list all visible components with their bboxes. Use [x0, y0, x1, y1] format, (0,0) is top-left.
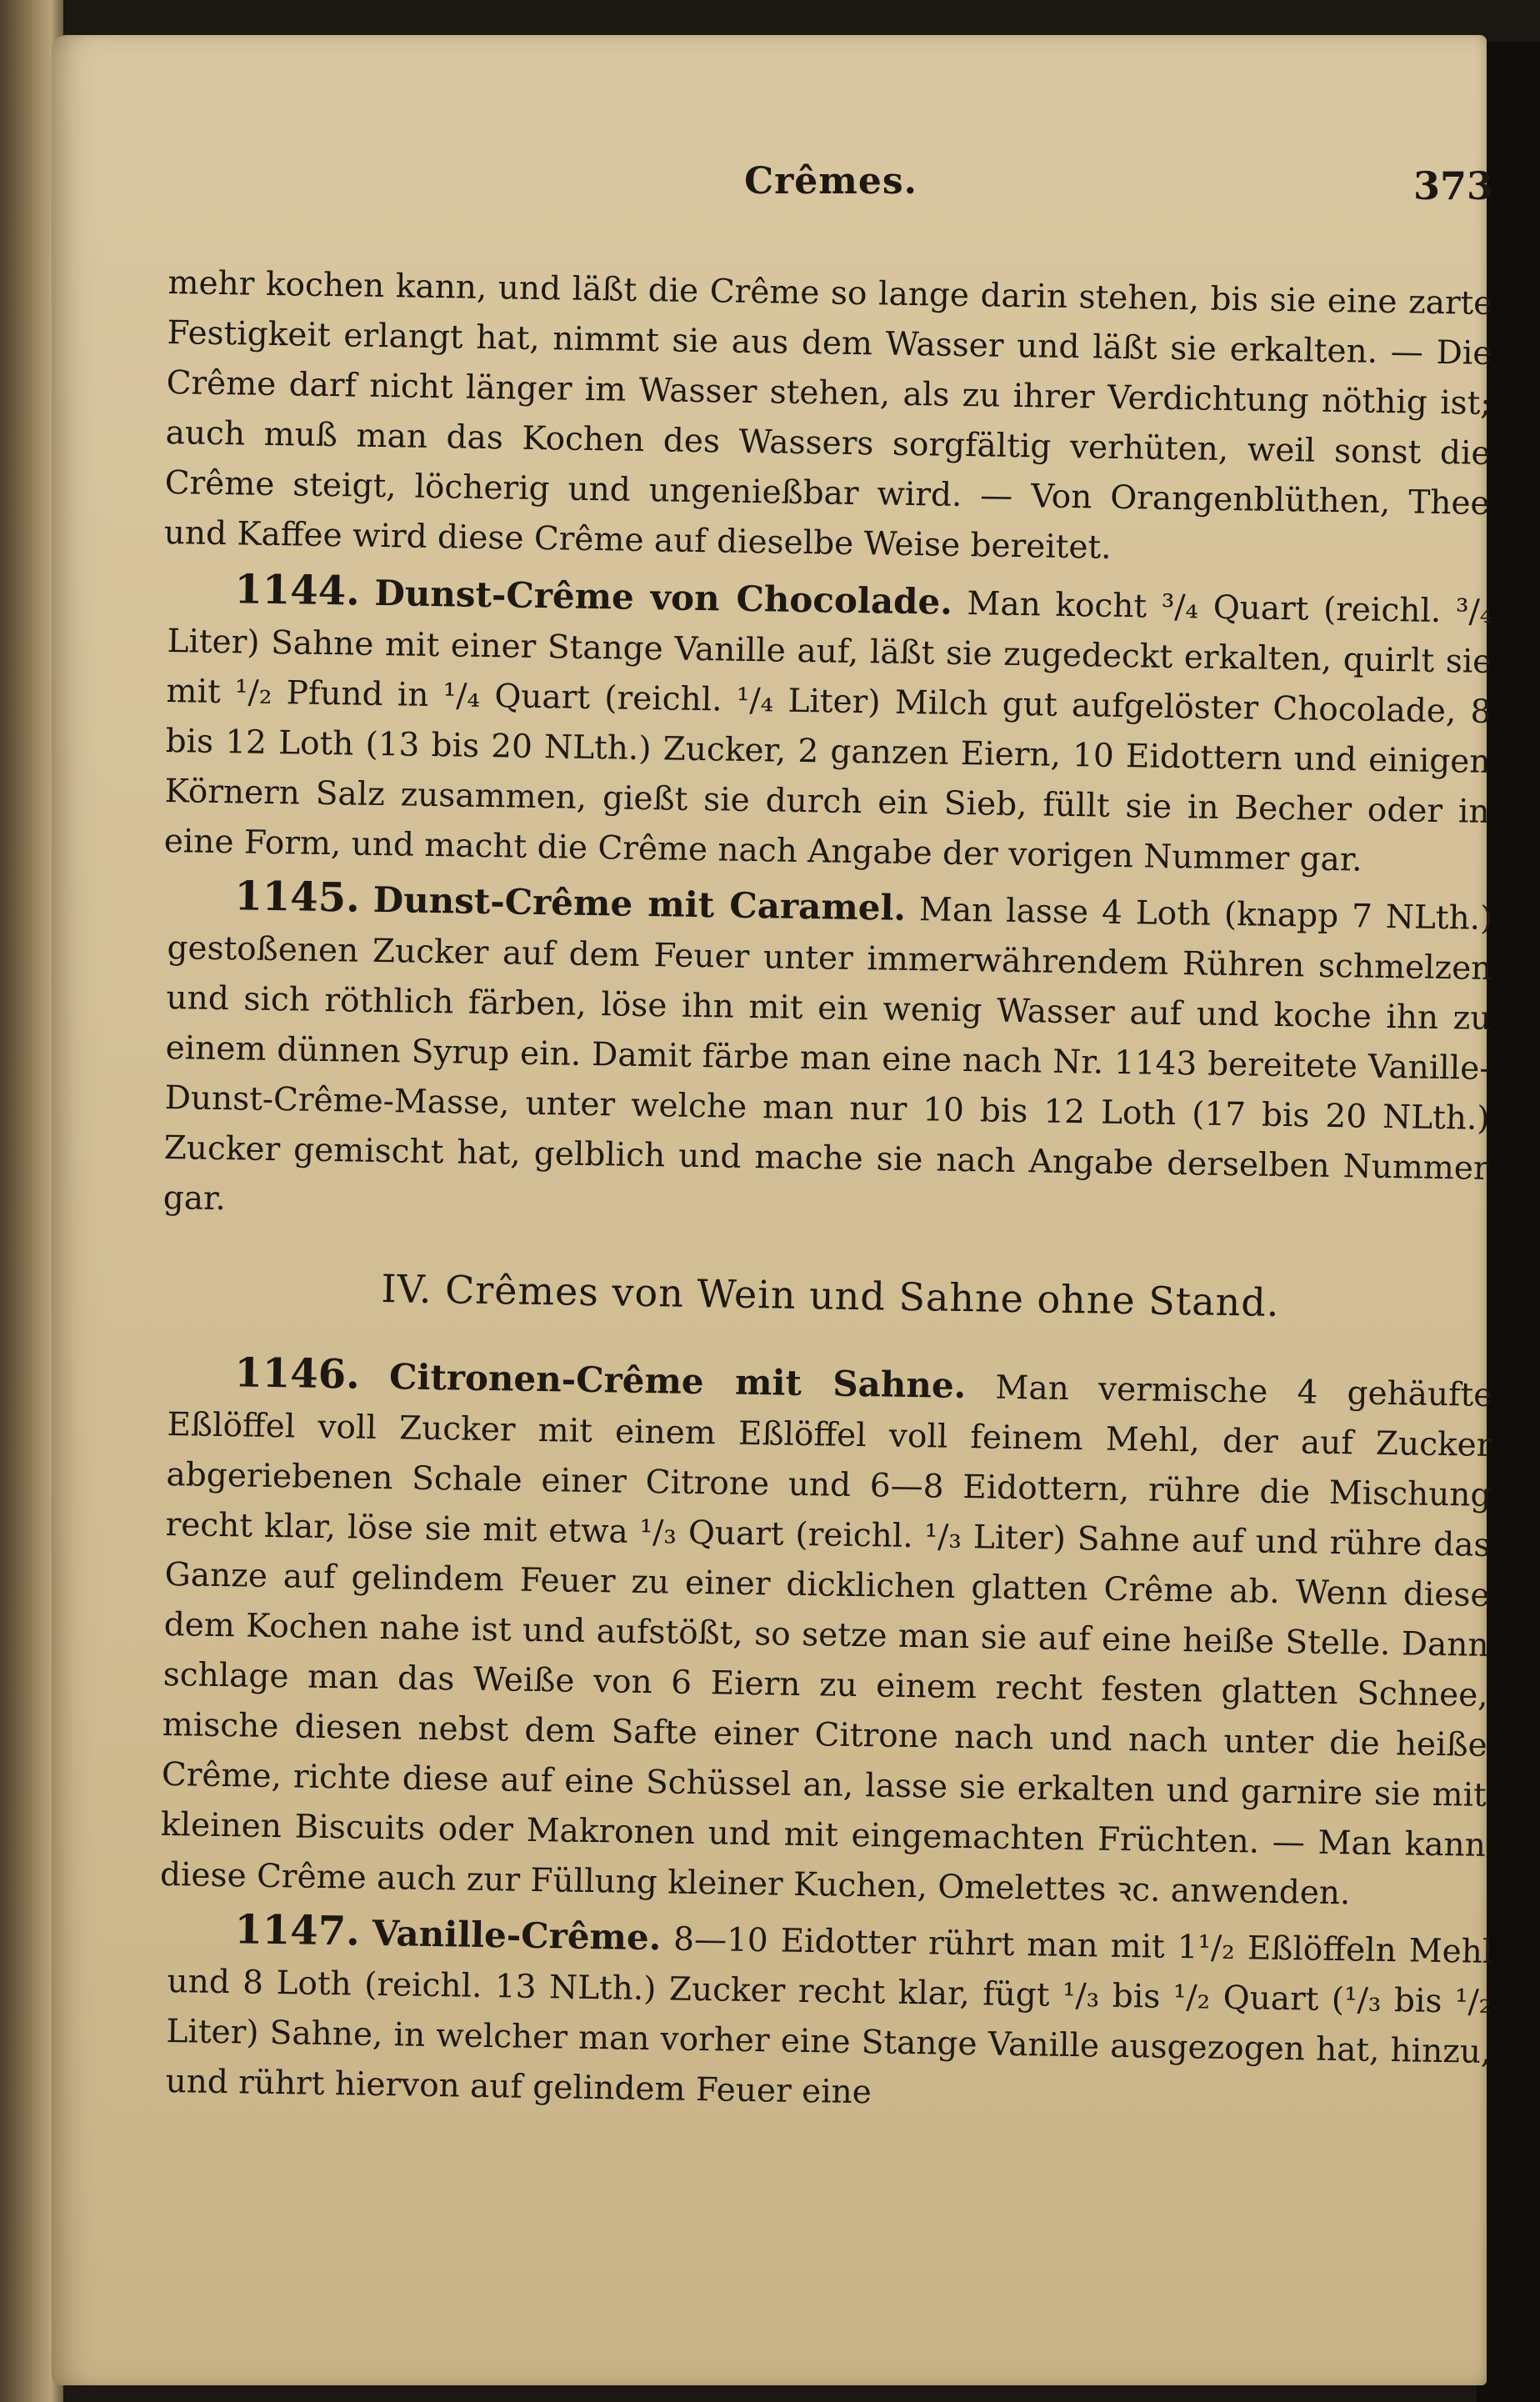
recipe-number: 1146. — [234, 1349, 361, 1399]
recipe-text: Man vermische 4 gehäufte Eßlöffel voll Zucker mit einem Eßlöffel voll feinem Mehl, der auf Zucker abgeriebenen Schale einer Citrone und 6—8 Eidottern, rühre die Mischung recht klar, löse sie mit etwa ¹/₃ Quart (reichl. ¹/₃ Liter) Sahne auf und rühre das Ganze auf gelindem Feuer zu einer dicklichen glatten Crême ab. Wenn diese dem Kochen nahe ist und aufstößt, so setze man sie auf eine heiße Stelle. Dann schlage man das Weiße von 6 Eiern zu einem recht festen glatten Schnee, mische diesen nebst dem Safte einer Citrone nach und nach unter die heiße Crême, richte diese auf eine Schüssel an, lasse sie erkalten und garnire sie mit kleinen Biscuits oder Makronen und mit eingemachten Früchten. — Man kann diese Crême auch zur Füllung kleiner Kuchen, Omelettes ꝛc. anwenden. — [159, 1369, 1493, 1913]
continuation-paragraph: mehr kochen kann, und läßt die Crême so lange darin stehen, bis sie eine zarte Festigkeit erlangt hat, nimmt sie aus dem Wasser und läßt sie erkalten. — Die Crême darf nicht länger im Wasser stehen, als zu ihrer Verdichtung nöthig ist; auch muß man das Kochen des Wassers sorgfältig verhüten, weil sonst die Crême steigt, löcherig und ungenießbar wird. — Von Orangenblüthen, Thee und Kaffee wird diese Crême auf dieselbe Weise bereitet. — [163, 263, 1493, 567]
recipe-entry-1145 — [162, 870, 1492, 1244]
book-page — [52, 35, 1493, 2385]
recipe-text: Man kocht ³/₄ Quart (reichl. ³/₄ Liter) Sahne mit einer Stange Vanille auf, läßt sie zugedeckt erkalten, quirlt sie mit ¹/₂ Pfund in ¹/₄ Quart (reichl. ¹/₄ Liter) Milch gut aufgelöster Chocolade, 8 bis 12 Loth (13 bis 20 NLth.) Zucker, 2 ganzen Eiern, 10 Eidottern und einigen Körnern Salz zusammen, gießt sie durch ein Sieb, füllt sie in Becher oder in eine Form, und macht die Crême nach Angabe der vorigen Nummer gar. — [163, 585, 1493, 879]
recipe-title: Vanille-Crême. — [372, 1912, 662, 1959]
recipe-title: Citronen-Crême mit Sahne. — [388, 1356, 967, 1407]
text-block — [159, 258, 1493, 2112]
recipe-text: Man lasse 4 Loth (knapp 7 NLth.) gestoßenen Zucker auf dem Feuer unter immerwährendem Rühren schmelzen und sich röthlich färben, löse ihn mit ein wenig Wasser auf und koche ihn zu einem dünnen Syrup ein. Damit färbe man eine nach Nr. 1143 bereitete Vanille-Dunst-Crême-Masse, unter welche man nur 10 bis 12 Loth (17 bis 20 NLth.) Zucker gemischt hat, gelblich und mache sie nach Angabe derselben Nummer gar. — [162, 891, 1493, 1219]
section-heading: IV. Crêmes von Wein und Sahne ohne Stand. — [381, 1266, 1280, 1325]
recipe-number: 1144. — [234, 566, 361, 615]
recipe-entry-1146 — [160, 1347, 1493, 1921]
recipe-entry-1144 — [163, 563, 1493, 888]
recipe-number: 1147. — [234, 1906, 361, 1955]
running-title: Crêmes. — [744, 160, 918, 203]
recipe-title: Dunst-Crême mit Caramel. — [372, 878, 907, 928]
page-header — [168, 160, 1493, 218]
page-number: 373 — [1412, 163, 1493, 208]
recipe-title: Dunst-Crême von Chocolade. — [374, 572, 953, 623]
recipe-text: 8—10 Eidotter rührt man mit 1¹/₂ Eßlöffeln Mehl und 8 Loth (reichl. 13 NLth.) Zucker recht klar, fügt ¹/₃ bis ¹/₂ Quart (¹/₃ bis ¹/₂ Liter) Sahne, in welcher man vorher eine Stange Vanille ausgezogen hat, hinzu, und rührt hiervon auf gelindem Feuer eine — [165, 1920, 1493, 2112]
recipe-entry-1147 — [165, 1904, 1493, 2128]
recipe-number: 1145. — [234, 873, 361, 922]
